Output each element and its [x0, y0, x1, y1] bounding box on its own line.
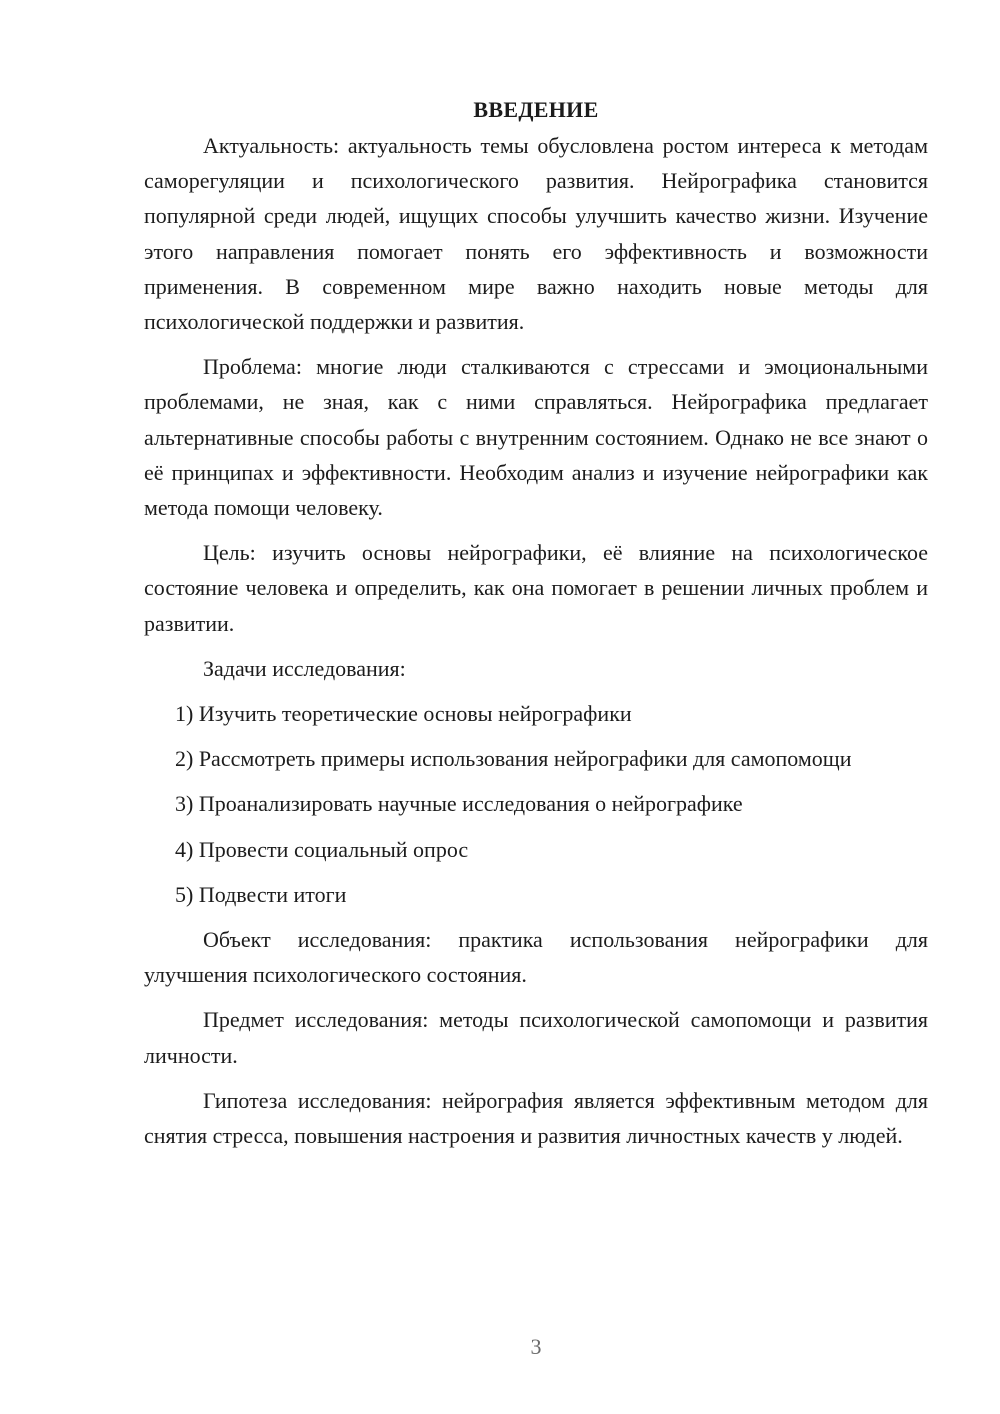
- task-item-3: 3) Проанализировать научные исследования о нейрографике: [175, 791, 743, 817]
- task-item-5: 5) Подвести итоги: [175, 881, 347, 907]
- subject-paragraph: Предмет исследования: методы психологической самопомощи и развития личности.: [144, 1007, 928, 1068]
- tasks-heading: Задачи исследования:: [203, 655, 406, 681]
- page-title: ВВЕДЕНИЕ: [473, 97, 599, 122]
- problem-paragraph: Проблема: многие люди сталкиваются с стрессами и эмоциональными проблемами, не зная, как с ними справляться. Нейрографика предлагает альтернативные способы работы с внутренним состоянием. Однако не все знают о её принципах и эффективности. Необходим анализ и изучение нейрографики как метода помощи человеку.: [144, 354, 928, 521]
- relevance-paragraph: Актуальность: актуальность темы обусловлена ростом интереса к методам саморегуляции и психологического развития. Нейрографика становится популярной среди людей, ищущих способы улучшить качество жизни. Изучение этого направления помогает понять его эффективность и возможности применения. В современном мире важно находить новые методы для психологической поддержки и развития.: [144, 133, 928, 335]
- task-item-1: 1) Изучить теоретические основы нейрографики: [175, 701, 632, 727]
- goal-paragraph: Цель: изучить основы нейрографики, её влияние на психологическое состояние человека и определить, как она помогает в решении личных проблем и развитии.: [144, 540, 928, 636]
- task-item-4: 4) Провести социальный опрос: [175, 836, 469, 862]
- task-item-2: 2) Рассмотреть примеры использования нейрографики для самопомощи: [175, 746, 852, 772]
- object-paragraph: Объект исследования: практика использования нейрографики для улучшения психологического состояния.: [144, 927, 928, 988]
- hypothesis-paragraph: Гипотеза исследования: нейрография является эффективным методом для снятия стресса, повышения настроения и развития личностных качеств у людей.: [144, 1087, 928, 1149]
- document-body: [144, 92, 928, 1163]
- page-number: 3: [530, 1334, 542, 1359]
